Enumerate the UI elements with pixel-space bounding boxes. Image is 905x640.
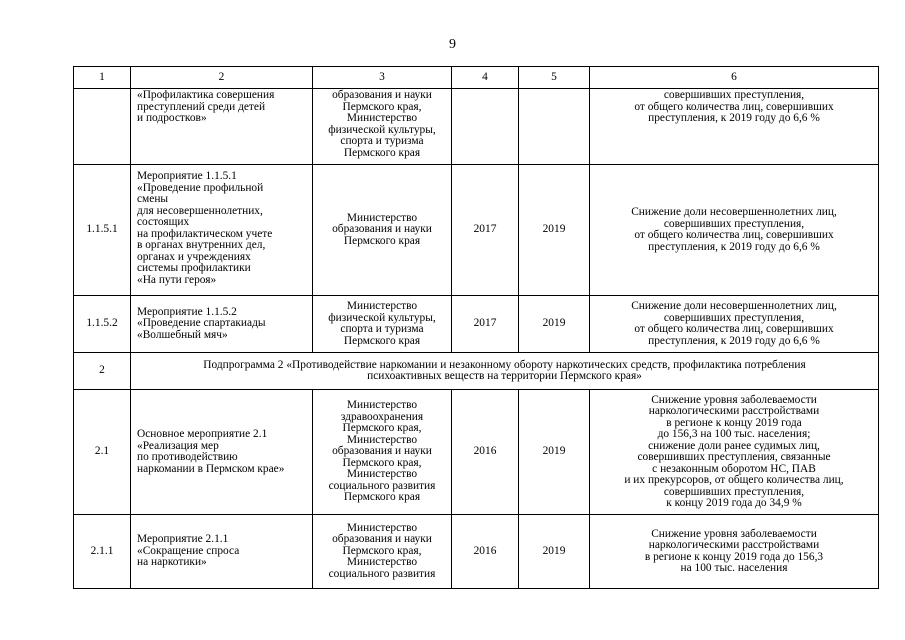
- measure-name-line: наркомании в Пермском крае»: [137, 462, 285, 475]
- executor-line: образования и науки: [332, 533, 432, 546]
- row-number: 2.1.1: [74, 515, 131, 589]
- executor-line: Пермского края,: [342, 422, 422, 435]
- end-year: 2019: [519, 296, 590, 353]
- start-year: 2017: [452, 296, 519, 353]
- result-line: Снижение уровня заболеваемости: [651, 393, 817, 406]
- result-line: в регионе к концу 2019 года до 156,3: [644, 550, 824, 563]
- result-line: преступления, к 2019 году до 6,6 %: [648, 112, 820, 124]
- executor-line: социального развития: [328, 567, 436, 580]
- result-line: совершивших преступления,: [663, 485, 805, 498]
- result-line: до 156,3 на 100 тыс. населения;: [657, 428, 811, 440]
- executor-line: Министерство: [346, 112, 418, 124]
- expected-result: [590, 296, 879, 353]
- column-number: 6: [590, 67, 879, 89]
- expected-result: [590, 515, 879, 589]
- expected-result: [590, 390, 879, 515]
- measure-name-line: органах и учреждениях: [137, 250, 251, 263]
- measure-name-line: в органах внутренних дел,: [137, 239, 266, 251]
- measure-name-line: Мероприятие 1.1.5.2: [137, 305, 237, 318]
- row-number: 1.1.5.1: [74, 165, 131, 296]
- measure-name-line: «Реализация мер: [137, 439, 219, 452]
- executor: [313, 515, 452, 589]
- start-year: 2016: [452, 515, 519, 589]
- measure-name-line: на наркотики»: [137, 556, 207, 569]
- executor-line: физической культуры,: [328, 123, 436, 136]
- result-line: совершивших преступления,: [663, 311, 805, 324]
- row-number: 1.1.5.2: [74, 296, 131, 353]
- subprogram-title-line: психоактивных веществ на территории Пермского края»: [367, 370, 642, 382]
- measure-name-line: «Сокращение спроса: [137, 544, 240, 557]
- result-line: совершивших преступления,: [663, 217, 805, 230]
- executor-line: Министерство: [346, 433, 418, 446]
- end-year: 2019: [519, 515, 590, 589]
- end-year: 2019: [519, 390, 590, 515]
- end-year: [519, 89, 590, 165]
- executor-line: Пермского края: [343, 234, 421, 247]
- result-line: к концу 2019 года до 34,9 %: [666, 497, 802, 509]
- executor-line: Министерство: [346, 399, 418, 412]
- executor-line: Министерство: [346, 521, 418, 534]
- column-number: 4: [452, 67, 519, 89]
- start-year: [452, 89, 519, 165]
- expected-result: [590, 165, 879, 296]
- result-line: совершивших преступления, связанные: [637, 451, 831, 463]
- measure-name-line: «Профилактика совершения: [137, 89, 275, 101]
- row-number: 2.1: [74, 390, 131, 515]
- subprogram-title: [131, 353, 879, 390]
- result-line: снижение доли ранее судимых лиц,: [648, 439, 820, 452]
- measure-name-line: на профилактическом учете: [137, 227, 273, 240]
- result-line: Снижение уровня заболеваемости: [651, 527, 817, 540]
- executor-line: Пермского края,: [342, 544, 422, 557]
- result-line: преступления, к 2019 году до 6,6 %: [648, 334, 820, 347]
- table-row: [74, 89, 879, 165]
- expected-result: [590, 89, 879, 165]
- executor-line: Министерство: [346, 468, 418, 481]
- executor-line: Пермского края: [343, 146, 421, 159]
- measure-name-line: по противодействию: [137, 451, 238, 463]
- result-line: совершивших преступления,: [663, 89, 805, 101]
- executor: [313, 390, 452, 515]
- measure-name-line: и подростков»: [137, 112, 207, 124]
- measure-name: [131, 515, 313, 589]
- executor-line: Пермского края: [343, 491, 421, 504]
- column-number: 1: [74, 67, 131, 89]
- start-year: 2017: [452, 165, 519, 296]
- executor-line: Пермского края,: [342, 100, 422, 113]
- result-line: преступления, к 2019 году до 6,6 %: [648, 240, 820, 253]
- measure-name-line: смены: [137, 193, 169, 205]
- measure-name-line: системы профилактики: [137, 262, 251, 274]
- start-year: 2016: [452, 390, 519, 515]
- table-row: [74, 165, 879, 296]
- column-number-row: [74, 67, 879, 89]
- measure-name-line: «Проведение спартакиады: [137, 317, 266, 330]
- measure-name-line: преступлений среди детей: [137, 100, 266, 113]
- subprogram-title-line: Подпрограмма 2 «Противодействие наркомании и незаконному обороту наркотических средств, профилактика потребления: [203, 358, 806, 371]
- executor-line: Министерство: [346, 211, 418, 224]
- table-row: [74, 296, 879, 353]
- table-row: [74, 390, 879, 515]
- measure-name: [131, 89, 313, 165]
- result-line: от общего количества лиц, совершивших: [634, 100, 834, 113]
- executor-line: образования и науки: [332, 445, 432, 458]
- result-line: с незаконным оборотом НС, ПАВ: [652, 462, 816, 475]
- executor-line: спорта и туризма: [340, 135, 424, 147]
- measures-table: [73, 66, 879, 589]
- result-line: в регионе к концу 2019 года: [666, 416, 802, 429]
- executor: [313, 296, 452, 353]
- result-line: наркологическими расстройствами: [648, 539, 820, 551]
- result-line: от общего количества лиц, совершивших: [634, 229, 834, 241]
- executor-line: образования и науки: [332, 223, 432, 236]
- measure-name-line: «Проведение профильной: [137, 181, 264, 194]
- page-number: 9: [449, 37, 456, 52]
- result-line: и их прекурсоров, от общего количества лиц,: [624, 474, 844, 486]
- executor-line: физической культуры,: [328, 311, 436, 324]
- executor-line: Министерство: [346, 556, 418, 569]
- row-number: [74, 89, 131, 165]
- executor: [313, 165, 452, 296]
- column-number: 5: [519, 67, 590, 89]
- measure-name-line: состоящих: [137, 216, 190, 228]
- row-number: 2: [74, 353, 131, 390]
- measure-name-line: Мероприятие 1.1.5.1: [137, 170, 237, 182]
- executor-line: Министерство: [346, 300, 418, 312]
- end-year: 2019: [519, 165, 590, 296]
- executor-line: спорта и туризма: [340, 323, 424, 335]
- measure-name: [131, 165, 313, 296]
- table-row: [74, 515, 879, 589]
- subprogram-row: [74, 353, 879, 390]
- measure-name: [131, 390, 313, 515]
- executor-line: Пермского края,: [342, 456, 422, 469]
- column-number: 2: [131, 67, 313, 89]
- measure-name-line: для несовершеннолетних,: [137, 204, 263, 217]
- executor-line: образования и науки: [332, 89, 432, 101]
- measure-name-line: «На пути героя»: [137, 273, 217, 286]
- result-line: Снижение доли несовершеннолетних лиц,: [631, 206, 837, 218]
- column-number: 3: [313, 67, 452, 89]
- measure-name: [131, 296, 313, 353]
- executor-line: здравоохранения: [340, 410, 424, 423]
- measure-name-line: «Волшебный мяч»: [137, 328, 228, 341]
- measure-name-line: Мероприятие 2.1.1: [137, 533, 229, 546]
- result-line: на 100 тыс. населения: [680, 562, 788, 574]
- measure-name-line: Основное мероприятие 2.1: [137, 428, 268, 440]
- result-line: Снижение доли несовершеннолетних лиц,: [631, 300, 837, 312]
- executor: [313, 89, 452, 165]
- executor-line: Пермского края: [343, 334, 421, 347]
- executor-line: социального развития: [328, 479, 436, 492]
- result-line: от общего количества лиц, совершивших: [634, 323, 834, 335]
- result-line: наркологическими расстройствами: [648, 405, 820, 417]
